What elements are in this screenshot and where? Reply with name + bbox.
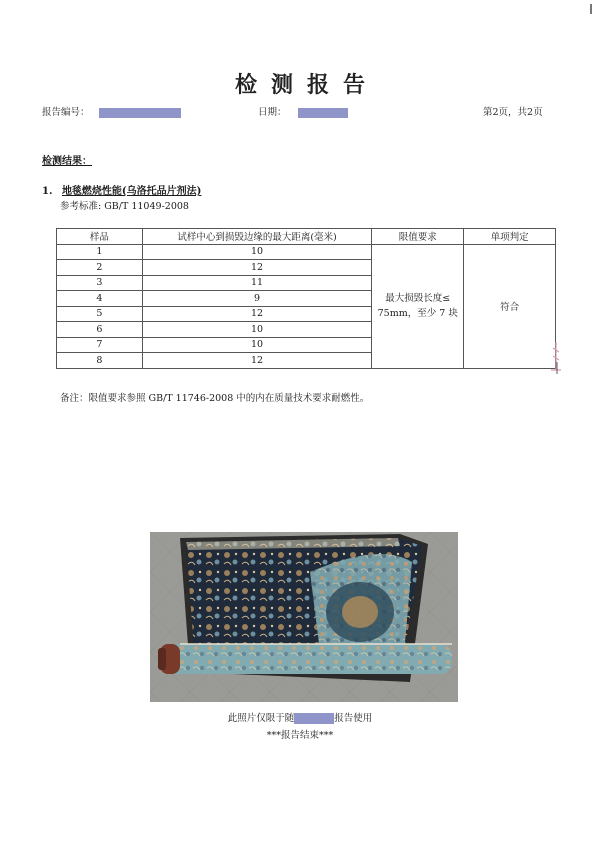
remark-note: 备注：限值要求参照 GB/T 11746-2008 中的内在质量技术要求耐燃性。 xyxy=(60,393,370,404)
report-number xyxy=(42,104,181,118)
photo-caption-prefix: 此照片仅限于随 xyxy=(227,713,295,724)
seal-fragment-mark xyxy=(548,340,564,376)
limit-line-1: 最大损毁长度≤ xyxy=(385,292,451,304)
report-end-marker: ***报告结束*** xyxy=(266,730,334,741)
sample-cell: 1 xyxy=(57,244,143,260)
sample-cell: 3 xyxy=(57,275,143,291)
test-item-title: 地毯燃烧性能(乌洛托品片剂法) xyxy=(61,186,202,197)
table-row xyxy=(57,244,556,260)
distance-cell: 10 xyxy=(142,244,371,260)
carpet-sample-photo xyxy=(150,532,458,702)
sample-cell: 7 xyxy=(57,337,143,353)
photo-caption-suffix: 报告使用 xyxy=(334,713,373,724)
distance-cell: 12 xyxy=(142,306,371,322)
column-header-verdict: 单项判定 xyxy=(464,229,556,245)
column-header-limit: 限值要求 xyxy=(372,229,464,245)
page-info: 第2页，共2页 xyxy=(483,107,543,118)
section-heading: 检测结果： xyxy=(42,156,92,167)
sample-cell: 5 xyxy=(57,306,143,322)
redacted-report-number xyxy=(99,108,181,118)
test-item-number: 1. xyxy=(42,186,53,197)
limit-line-2: 75mm，至少 7 块 xyxy=(377,308,458,319)
distance-cell: 12 xyxy=(142,353,371,369)
distance-cell: 12 xyxy=(142,260,371,276)
date-label: 日期： xyxy=(258,107,287,118)
report-date xyxy=(258,104,348,118)
test-item-heading xyxy=(42,182,201,197)
limit-cell xyxy=(372,244,464,368)
distance-cell: 10 xyxy=(142,322,371,338)
distance-cell: 11 xyxy=(142,275,371,291)
table-header-row xyxy=(57,229,556,245)
sample-cell: 4 xyxy=(57,291,143,307)
report-title: 检测报告 xyxy=(234,73,379,98)
report-number-label: 报告编号： xyxy=(42,107,90,118)
distance-cell: 10 xyxy=(142,337,371,353)
verdict-cell: 符合 xyxy=(464,244,556,368)
scan-edge-mark xyxy=(590,4,592,14)
carpet-photo-illustration xyxy=(150,532,458,702)
redacted-date xyxy=(298,108,348,118)
photo-caption xyxy=(0,710,600,724)
distance-cell: 9 xyxy=(142,291,371,307)
sample-cell: 8 xyxy=(57,353,143,369)
results-table xyxy=(56,228,556,369)
redacted-company-name xyxy=(294,713,334,724)
reference-standard: 参考标准: GB/T 11049-2008 xyxy=(60,201,189,212)
sample-cell: 6 xyxy=(57,322,143,338)
sample-cell: 2 xyxy=(57,260,143,276)
column-header-distance: 试样中心到损毁边缘的最大距离(毫米) xyxy=(142,229,371,245)
column-header-sample: 样品 xyxy=(57,229,143,245)
